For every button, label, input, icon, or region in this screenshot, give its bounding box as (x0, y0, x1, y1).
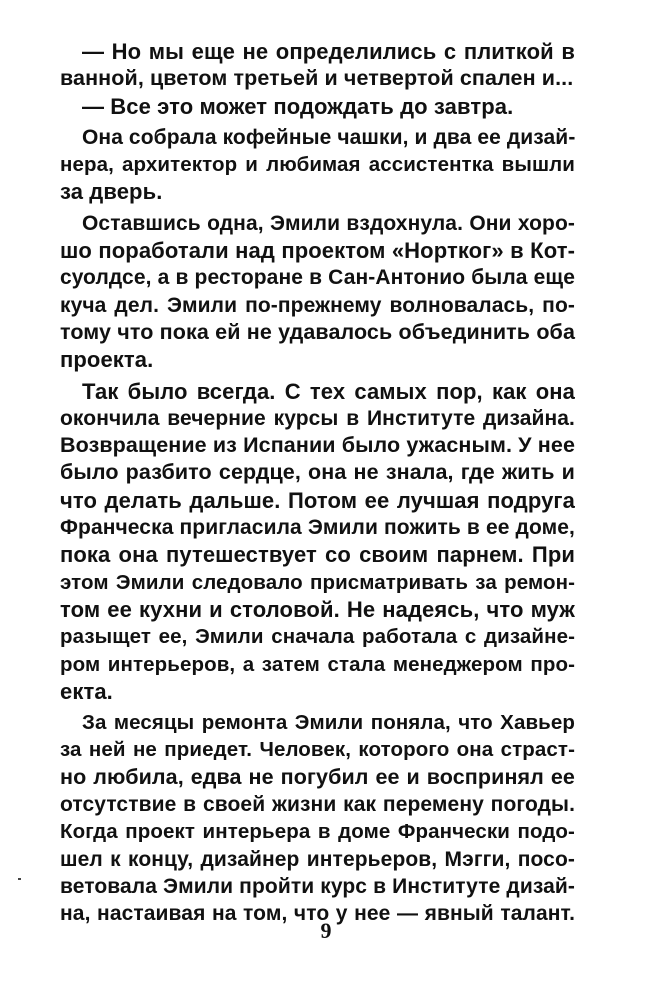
text-line: Оставшись одна, Эмили вздохнула. Они хоро- (82, 211, 575, 235)
text-line: тому что пока ей не удавалось объединить оба (60, 319, 575, 344)
text-line: Когда проект интерьера в доме Франчески подо- (60, 820, 575, 844)
text-line: окончила вечерние курсы в Институте дизайна. (60, 406, 575, 430)
text-line: ром интерьеров, а затем стала менеджером про- (60, 652, 575, 676)
text-line: — Все это может подождать до завтра. (82, 93, 514, 119)
text-line: Так было всегда. С тех самых пор, как она (82, 378, 575, 404)
text-line: этом Эмили следовало присматривать за ремон- (60, 570, 575, 594)
text-line: на, настаивая на том, что у нее — явный талант. (60, 902, 575, 926)
text-line: разыщет ее, Эмили сначала работала с дизайне- (60, 625, 575, 649)
text-line: но любила, едва не погубил ее и воспринял ее (60, 764, 575, 789)
page-number: 9 (320, 918, 332, 943)
text-line: проекта. (60, 347, 154, 373)
text-line: что делать дальше. Потом ее лучшая подруга (60, 487, 575, 513)
text-line: — Но мы еще не определились с плиткой в (82, 39, 575, 64)
text-line: За месяцы ремонта Эмили поняла, что Хавьер (82, 711, 575, 735)
body-text (60, 38, 575, 928)
text-line: куча дел. Эмили по-прежнему волновалась, по- (60, 293, 575, 317)
text-line: шо поработали над проектом «Нортког» в Кот- (60, 238, 575, 264)
margin-mark (18, 878, 21, 880)
text-line: ванной, цветом третьей и четвертой спален и... (60, 66, 574, 91)
text-line: за дверь. (60, 179, 163, 205)
text-line: Возвращение из Испании было ужасным. У нее (60, 433, 575, 458)
text-line: Она собрала кофейные чашки, и два ее дизай- (82, 125, 576, 149)
text-line: Франческа пригласила Эмили пожить в ее доме, (60, 516, 575, 540)
text-line: ветовала Эмили пройти курс в Институте дизай- (60, 874, 575, 898)
text-line: том ее кухни и столовой. Не надеясь, что муж (60, 596, 575, 622)
text-line: пока она путешествует со своим парнем. При (60, 542, 575, 568)
text-line: отсутствие в своей жизни как перемену погоды. (60, 793, 575, 817)
text-line: нера, архитектор и любимая ассистентка вышли (60, 153, 575, 177)
text-line: было разбито сердце, она не знала, где жить и (60, 460, 575, 485)
text-line: за ней не приедет. Человек, которого она страст- (60, 738, 575, 762)
text-line: шел к концу, дизайнер интерьеров, Мэгги, посо- (60, 847, 575, 871)
text-line: екта. (60, 678, 113, 704)
text-line: суолдсе, а в ресторане в Сан-Антонио была еще (60, 266, 575, 290)
